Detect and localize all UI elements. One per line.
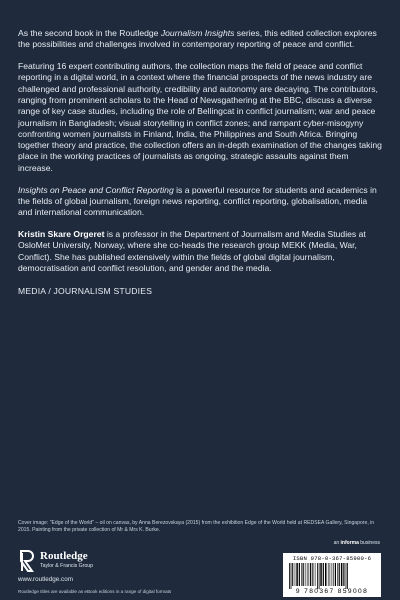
blurb-paragraph-1 [18,28,382,51]
blurb-paragraph-3 [18,185,382,219]
barcode-bar [346,563,347,589]
barcode-bar [296,563,298,586]
barcode-bar [312,563,313,586]
barcode-bar [341,563,343,586]
barcode-bar [343,563,344,586]
barcode-bar [333,563,334,586]
informa-suffix: business [358,540,380,546]
barcode-bar [337,563,338,586]
ebook-note: Routledge titles are available as eBook editions in a range of digital formats [18,589,172,594]
barcode-bar [303,563,304,586]
cover-credit: Cover image: "Edge of the World" – oil on canvas, by Anna Berezovskaya (2015) from the exhibition Edge of the World held at REDSEA Gallery, Singapore, in 2015. Painting from the private collection of Mr & Mrs K. Burke. [18,520,375,533]
subject-category: MEDIA / JOURNALISM STUDIES [18,286,153,297]
isbn: ISBN 978-0-367-85900-6 [292,555,372,562]
barcode-bar [292,563,293,586]
barcode-bar [317,563,318,589]
barcode-bar [323,563,324,586]
barcode-bar [330,563,331,586]
publisher-website: www.routledge.com [18,576,73,583]
barcode-bar [320,563,322,586]
barcode-bar [332,563,333,586]
barcode-bar [307,563,308,586]
blurb-p1-text: As the second book in the Routledge [18,28,161,38]
barcode-bar [291,563,292,589]
book-title: Insights on Peace and Conflict Reporting [18,184,174,195]
barcode-bar [325,563,327,586]
blurb-paragraph-2: Featuring 16 expert contributing authors, the collection maps the field of peace and conflict reporting in a digital world, in a context where the financial prospects of the news industry are challenged and professional authority, credibility and autonomy are decaying. The contributors, ranging from prominent scholars to the Head of Newsgathering at the BBC, discuss a diverse range of key case studies, including the role of Bellingcat in conflict journalism; war and peace journalism in Bangladesh; visual storytelling in conflict zones; and rampant cyber-misogyny confronting women journalists in Finland, India, the Philippines and South Africa. Bringing together theory and practice, the collection offers an in-depth examination of the changes taking place in the working practices of journalists as ongoing, strategic assaults against them increase. [18,61,382,173]
series-name: Journalism Insights [160,28,235,38]
barcode-bar [305,563,306,586]
ean-digits: 9 780367 859008 [295,588,369,595]
author-bio-text: is a professor in the Department of Journalism and Media Studies at OsloMet University, Norway, where she co-heads the research group MEKK (Media, War, Conflict). She has published extensively within the fields of global digital journalism, democratisation and conflict resolution, and gender and the media. [18,228,366,273]
barcode-bar [339,563,340,586]
publisher-logo [18,549,198,579]
barcode [283,553,381,597]
barcode-bar [319,563,320,589]
barcode-bar [309,563,310,586]
barcode-bar [347,563,348,589]
barcode-icon [287,563,377,589]
routledge-logo-icon [18,549,38,573]
informa-brand: informa [340,540,359,546]
blurb-p1-text-end: series, this edited collection explores the possibilities and challenges involved in contemporary reporting of peace and conflict. [18,28,377,50]
barcode-bar [295,563,296,586]
barcode-bar [299,563,300,586]
author-name: Kristin Skare Orgeret [18,228,105,239]
author-bio [18,229,382,274]
informa-tagline [334,540,380,546]
barcode-bar [310,563,311,586]
informa-prefix: an [333,540,341,546]
barcode-bar [335,563,336,586]
barcode-bar [328,563,329,586]
blurb-p3-text: is a powerful resource for students and academics in the fields of global journalism, foreign news reporting, conflict reporting, globalisation, media and international communication. [18,184,377,218]
barcode-bar [315,563,316,586]
blurb [18,28,382,297]
barcode-bar [301,563,302,586]
publisher-group: Taylor & Francis Group [40,563,94,569]
barcode-bar [289,563,290,589]
publisher-name: Routledge [40,550,88,562]
